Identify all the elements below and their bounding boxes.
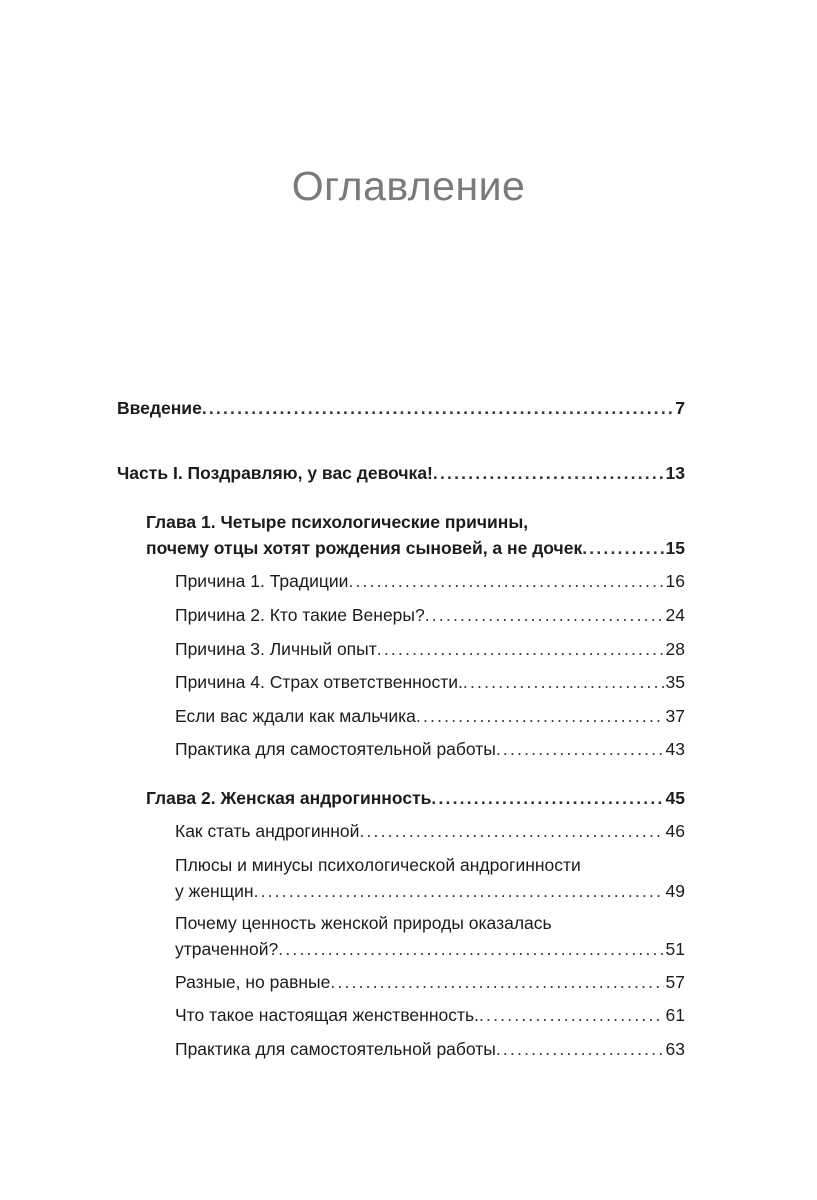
toc-entry-section[interactable]	[175, 818, 685, 844]
toc-label: Причина 4. Страх ответственности.	[175, 672, 463, 692]
toc-page-number: 24	[665, 605, 685, 625]
toc-label: Причина 3. Личный опыт	[175, 639, 377, 659]
toc-page-number: 49	[665, 881, 685, 901]
page-title: Оглавление	[291, 163, 526, 209]
toc-entry-section[interactable]	[175, 602, 685, 628]
toc-label-line-1: Почему ценность женской природы оказалась	[175, 913, 552, 933]
dot-leader	[582, 535, 663, 561]
toc-page-number: 35	[665, 672, 685, 692]
dot-leader	[496, 1036, 664, 1062]
toc-page-number: 57	[665, 972, 685, 992]
toc-label: Как стать андрогинной	[175, 821, 360, 841]
toc-entry-section[interactable]	[175, 910, 685, 962]
dot-leader	[254, 878, 664, 904]
toc-label: Если вас ждали как мальчика	[175, 706, 416, 726]
dot-leader	[278, 936, 663, 962]
dot-leader	[348, 568, 663, 594]
toc-entry-part-1[interactable]	[117, 460, 685, 486]
toc-label: Введение	[117, 398, 202, 418]
toc-page-number: 7	[675, 398, 685, 418]
dot-leader	[416, 703, 664, 729]
toc-page-number: 16	[665, 571, 685, 591]
toc-entry-section[interactable]	[175, 969, 685, 995]
dot-leader	[479, 1002, 664, 1028]
toc-entry-section[interactable]	[175, 636, 685, 662]
toc-page-number: 37	[665, 706, 685, 726]
toc-label: Причина 1. Традиции	[175, 571, 349, 591]
toc-label-line-2: у женщин	[175, 881, 254, 901]
toc-entry-chapter-1[interactable]	[146, 509, 685, 561]
toc-page-number: 15	[665, 538, 685, 558]
dot-leader	[433, 460, 664, 486]
toc-label: Практика для самостоятельной работы	[175, 1039, 496, 1059]
toc-entry-section[interactable]	[175, 568, 685, 594]
toc-label: Причина 2. Кто такие Венеры?	[175, 605, 425, 625]
toc-page-number: 28	[665, 639, 685, 659]
dot-leader	[377, 636, 664, 662]
toc-label: Разные, но равные	[175, 972, 331, 992]
toc-entry-section[interactable]	[175, 852, 685, 904]
toc-label: Практика для самостоятельной работы	[175, 739, 496, 759]
toc-entry-chapter-2[interactable]	[146, 785, 685, 811]
toc-page-number: 51	[665, 939, 685, 959]
toc-label: Что такое настоящая женственность.	[175, 1005, 479, 1025]
toc-entry-section[interactable]	[175, 1036, 685, 1062]
dot-leader	[330, 969, 663, 995]
toc-entry-section[interactable]	[175, 703, 685, 729]
toc-entry-section[interactable]	[175, 736, 685, 762]
dot-leader	[431, 785, 663, 811]
toc-page-number: 13	[665, 463, 685, 483]
toc-label: Часть I. Поздравляю, у вас девочка!	[117, 463, 433, 483]
toc-page-number: 61	[665, 1005, 685, 1025]
toc-page-number: 45	[665, 788, 685, 808]
dot-leader	[463, 669, 664, 695]
dot-leader	[496, 736, 664, 762]
dot-leader	[202, 395, 673, 421]
toc-page-number: 43	[665, 739, 685, 759]
toc-label-line-2: почему отцы хотят рождения сыновей, а не дочек	[146, 538, 583, 558]
toc-label-line-1: Глава 1. Четыре психологические причины,	[146, 512, 529, 532]
toc-label: Глава 2. Женская андрогинность	[146, 788, 432, 808]
toc-entry-section[interactable]	[175, 1002, 685, 1028]
toc-entry-intro[interactable]	[117, 395, 685, 421]
toc-entry-section[interactable]	[175, 669, 685, 695]
toc-page-number: 46	[665, 821, 685, 841]
toc-label-line-2: утраченной?	[175, 939, 279, 959]
toc-label-line-1: Плюсы и минусы психологической андрогинности	[175, 855, 581, 875]
toc-page-number: 63	[665, 1039, 685, 1059]
dot-leader	[425, 602, 664, 628]
dot-leader	[359, 818, 663, 844]
